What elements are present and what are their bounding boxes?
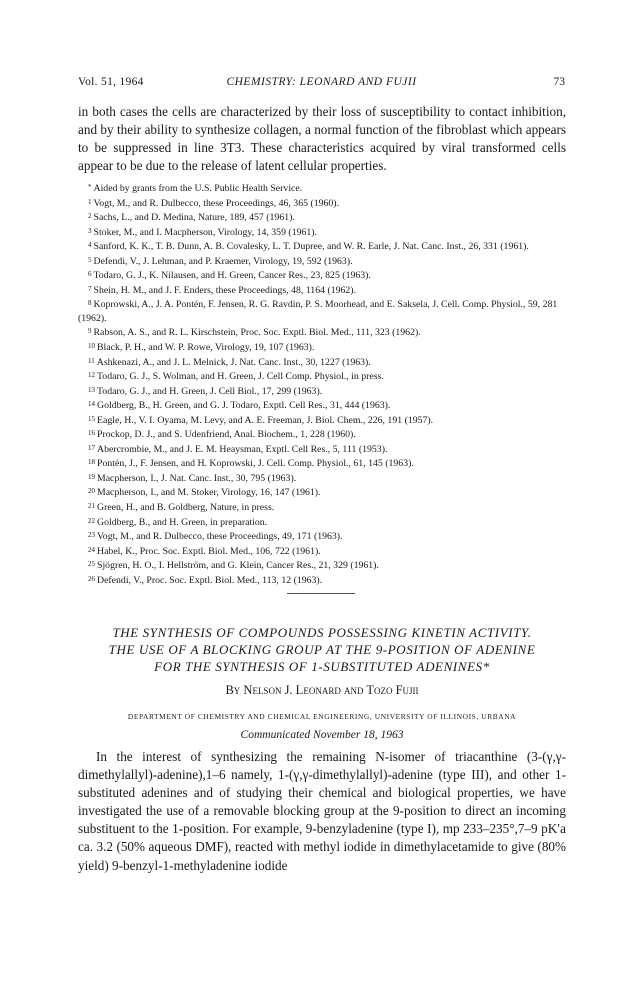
footnote-text: Defendi, V., J. Lehman, and P. Kraemer, Virology, 19, 592 (1963). bbox=[93, 255, 353, 267]
footnote-mark: 20 bbox=[88, 487, 95, 496]
footnote-mark: 6 bbox=[88, 270, 92, 279]
footnote-text: Macpherson, I., J. Nat. Canc. Inst., 30, 795 (1963). bbox=[97, 472, 297, 484]
footnote-item bbox=[78, 529, 566, 544]
footnote-text: Todaro, G. J., S. Wolman, and H. Green, J. Cell Comp. Physiol., in press. bbox=[97, 371, 384, 383]
footnote-text: Abercrombie, M., and J. E. M. Heaysman, Exptl. Cell Res., 5, 111 (1953). bbox=[97, 443, 388, 455]
footnote-item bbox=[78, 369, 566, 384]
footnote-item bbox=[78, 442, 566, 457]
footnote-text: Stoker, M., and I. Macpherson, Virology, 14, 359 (1961). bbox=[93, 226, 318, 238]
footnote-text: Todaro, G. J., K. Nilausen, and H. Green, Cancer Res., 23, 825 (1963). bbox=[93, 270, 371, 282]
volume-year: Vol. 51, 1964 bbox=[78, 76, 144, 88]
intro-paragraph: In the interest of synthesizing the remaining N-isomer of triacanthine (3-(γ,γ-dimethylallyl)-adenine),1–6 namely, 1-(γ,γ-dimethylallyl)-adenine (type III), and other 1-substituted adenines and of studying their chemical and biological properties, we have investigated the use of a removable blocking group at the 9-position to direct an incoming substituent to the 1-position. For example, 9-benzyladenine (type I), mp 233–235°,7–9 pK′a ca. 3.2 (50% aqueous DMF), reacted with methyl iodide in dimethylacetamide to give (80% yield) 9-benzyl-1-methyladenine iodide bbox=[78, 749, 566, 873]
footnote-mark: 24 bbox=[88, 545, 95, 554]
title-line: FOR THE SYNTHESIS OF 1-SUBSTITUTED ADENINES* bbox=[154, 659, 490, 675]
title-line: THE SYNTHESIS OF COMPOUNDS POSSESSING KINETIN ACTIVITY. bbox=[112, 625, 532, 640]
footnote-item bbox=[78, 398, 566, 413]
footnote-text: Green, H., and B. Goldberg, Nature, in press. bbox=[97, 502, 275, 514]
footnote-item bbox=[78, 544, 566, 559]
footnote-text: Prockop, D. J., and S. Udenfriend, Anal. Biochem., 1, 228 (1960). bbox=[97, 429, 356, 441]
author-affiliation: DEPARTMENT OF CHEMISTRY AND CHEMICAL ENGINEERING, UNIVERSITY OF ILLINOIS, URBANA bbox=[127, 712, 517, 721]
title-line: THE USE OF A BLOCKING GROUP AT THE 9-POSITION OF ADENINE bbox=[108, 642, 536, 658]
footnote-mark: 21 bbox=[88, 502, 95, 511]
footnote-item bbox=[78, 210, 566, 225]
footnote-text: Goldberg, B., H. Green, and G. J. Todaro, Exptl. Cell Res., 31, 444 (1963). bbox=[97, 400, 391, 412]
footnote-mark: 9 bbox=[88, 327, 92, 336]
footnote-text: Sachs, L., and D. Medina, Nature, 189, 457 (1961). bbox=[93, 212, 295, 224]
footnote-mark: 8 bbox=[88, 299, 92, 308]
footnote-mark: 5 bbox=[88, 255, 92, 264]
footnote-mark: 10 bbox=[88, 342, 95, 351]
footnote-mark: 4 bbox=[88, 241, 92, 250]
footnote-text: Vogt, M., and R. Dulbecco, these Proceedings, 46, 365 (1960). bbox=[93, 197, 340, 209]
footnote-text: Goldberg, B., and H. Green, in preparation. bbox=[97, 516, 268, 528]
footnote-item bbox=[78, 558, 566, 573]
footnote-mark: 17 bbox=[88, 443, 95, 452]
footnote-item bbox=[78, 384, 566, 399]
footnote-item bbox=[78, 225, 566, 240]
footnote-mark: 11 bbox=[88, 356, 95, 365]
footnote-mark: 25 bbox=[88, 560, 95, 569]
footnote-item bbox=[78, 485, 566, 500]
footnote-text: Pontén, J., F. Jensen, and H. Koprowski, J. Cell. Comp. Physiol., 61, 145 (1963). bbox=[97, 458, 414, 470]
footnote-text: Shein, H. M., and J. F. Enders, these Proceedings, 48, 1164 (1962). bbox=[93, 284, 357, 296]
footnote-item bbox=[78, 500, 566, 515]
footnote-text: Ashkenazi, A., and J. L. Melnick, J. Nat. Canc. Inst., 30, 1227 (1963). bbox=[96, 356, 371, 368]
footnote-item bbox=[78, 456, 566, 471]
running-title: CHEMISTRY: LEONARD AND FUJII bbox=[226, 76, 417, 88]
footnote-item bbox=[78, 268, 566, 283]
footnote-text: Aided by grants from the U.S. Public Health Service. bbox=[93, 183, 303, 194]
footnote-mark: 23 bbox=[88, 531, 95, 540]
preceding-article-text bbox=[78, 103, 566, 175]
footnote-item bbox=[78, 254, 566, 269]
footnote-mark: 26 bbox=[88, 574, 95, 583]
author-byline: By Nelson J. Leonard and Tozo Fujii bbox=[225, 683, 419, 697]
footnote-mark: 22 bbox=[88, 516, 95, 525]
footnote-mark: 13 bbox=[88, 385, 95, 394]
footnote-mark: 1 bbox=[88, 197, 92, 206]
section-divider bbox=[287, 593, 355, 594]
footnote-list bbox=[78, 181, 566, 587]
footnote-text: Koprowski, A., J. A. Pontén, F. Jensen, R. G. Ravdin, P. S. Moorhead, and E. Saksela, J. Cell. Comp. Physiol., 59, 281 (1962). bbox=[78, 299, 558, 324]
footnote-item bbox=[78, 283, 566, 298]
footnote-text: Habel, K., Proc. Soc. Exptl. Biol. Med., 106, 722 (1961). bbox=[97, 545, 321, 557]
footnote-mark: 14 bbox=[88, 400, 95, 409]
footnote-item bbox=[78, 573, 566, 588]
footnote-text: Rabson, A. S., and R. L. Kirschstein, Proc. Soc. Exptl. Biol. Med., 111, 323 (1962). bbox=[93, 327, 421, 339]
closing-paragraph: in both cases the cells are characterized by their loss of susceptibility to contact inhibition, and by their ability to synthesize collagen, a normal function of the fibroblast which appears to be suppressed in line 3T3. These characteristics acquired by viral transformed cells appear to be due to the release of latent cellular properties. bbox=[78, 104, 566, 174]
footnote-mark: 3 bbox=[88, 226, 92, 235]
footnote-mark: 7 bbox=[88, 284, 92, 293]
footnote-mark: 15 bbox=[88, 414, 95, 423]
footnote-mark: 19 bbox=[88, 472, 95, 481]
page-number: 73 bbox=[553, 76, 565, 88]
footnote-mark: * bbox=[88, 183, 92, 191]
communicated-date: Communicated November 18, 1963 bbox=[240, 729, 404, 741]
footnote-item bbox=[78, 355, 566, 370]
footnote-text: Sanford, K. K., T. B. Dunn, A. B. Covalesky, L. T. Dupree, and W. R. Earle, J. Nat. Canc. Inst., 26, 331 (1961). bbox=[93, 241, 529, 253]
footnote-item bbox=[78, 181, 566, 196]
footnote-text: Black, P. H., and W. P. Rowe, Virology, 19, 107 (1963). bbox=[97, 342, 315, 354]
footnote-text: Macpherson, I., and M. Stoker, Virology, 16, 147 (1961). bbox=[97, 487, 321, 499]
footnote-item bbox=[78, 239, 566, 254]
footnote-text: Defendi, V., Proc. Soc. Exptl. Biol. Med., 113, 12 (1963). bbox=[97, 574, 323, 586]
footnote-mark: 16 bbox=[88, 429, 95, 438]
footnote-text: Eagle, H., V. I. Oyama, M. Levy, and A. E. Freeman, J. Biol. Chem., 226, 191 (1957). bbox=[97, 414, 434, 426]
footnote-mark: 18 bbox=[88, 458, 95, 467]
footnote-item bbox=[78, 413, 566, 428]
article-body bbox=[78, 748, 566, 875]
footnote-mark: 2 bbox=[88, 212, 92, 221]
running-header bbox=[78, 76, 565, 92]
footnote-item bbox=[78, 471, 566, 486]
footnote-text: Vogt, M., and R. Dulbecco, these Proceedings, 49, 171 (1963). bbox=[97, 531, 343, 543]
footnote-item bbox=[78, 427, 566, 442]
footnote-item bbox=[78, 340, 566, 355]
footnote-text: Todaro, G. J., and H. Green, J. Cell Biol., 17, 299 (1963). bbox=[97, 385, 323, 397]
footnote-item bbox=[78, 297, 566, 325]
article-title bbox=[78, 624, 566, 676]
footnote-text: Sjögren, H. O., I. Hellström, and G. Klein, Cancer Res., 21, 329 (1961). bbox=[97, 560, 379, 572]
footnote-item bbox=[78, 515, 566, 530]
footnote-item bbox=[78, 325, 566, 340]
footnote-mark: 12 bbox=[88, 371, 95, 380]
footnote-item bbox=[78, 196, 566, 211]
